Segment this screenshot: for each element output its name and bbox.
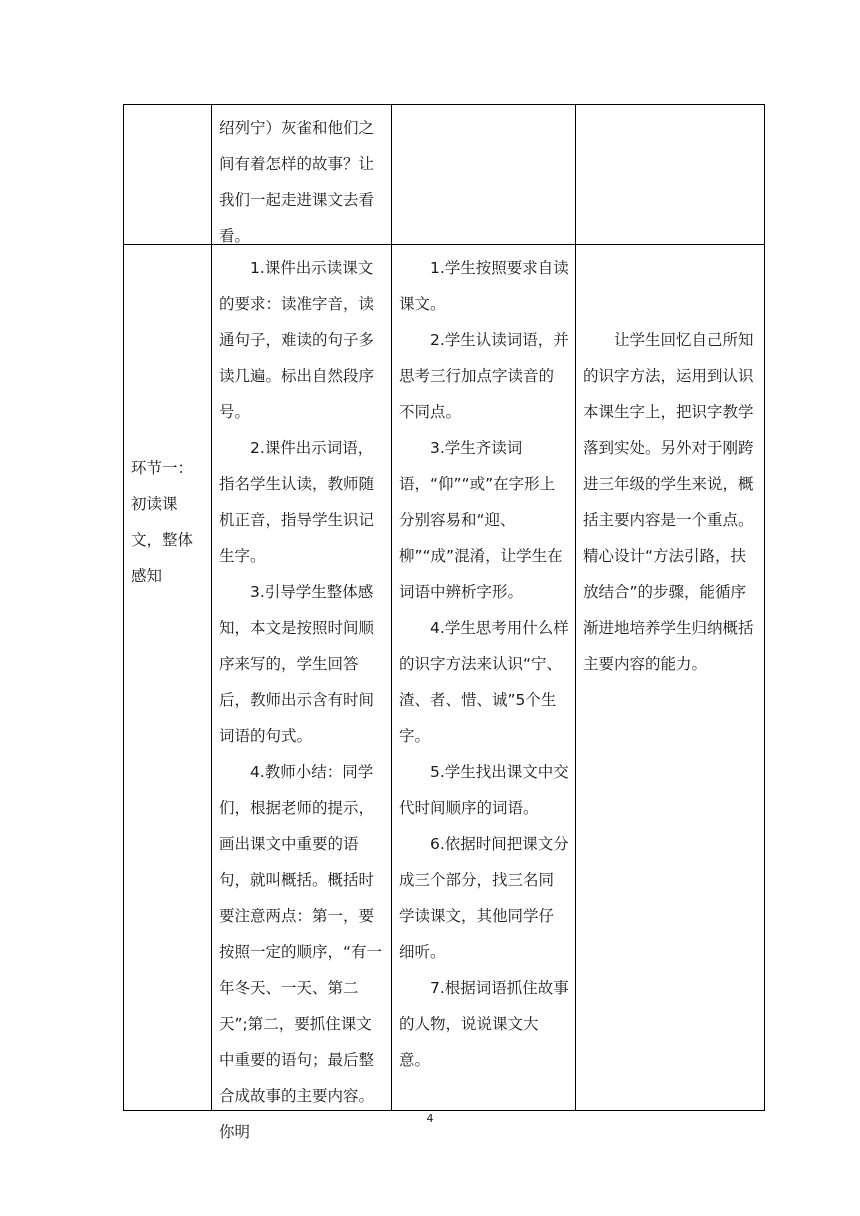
stage-label: 环节一：初读课文，整体感知 bbox=[131, 459, 194, 585]
teacher-step: 2.课件出示词语，指名学生认读，教师随机正音，指导学生识记生字。 bbox=[219, 439, 375, 565]
page-number: 4 bbox=[426, 1112, 434, 1125]
design-intent: 让学生回忆自己所知的识字方法，运用到认识本课生字上，把识字教学落到实处。另外对于刚跨进三年级的学生来说，概括主要内容是一个重点。精心设计“方法引路，扶放结合”的步骤，能循序渐进地培养学生归纳概括主要内容的能力。 bbox=[583, 331, 754, 673]
student-step: 1.学生按照要求自读课文。 bbox=[399, 259, 569, 313]
student-step: 3.学生齐读词语，“仰”“或”在字形上分别容易和“迎、柳”“成”混淆，让学生在词语中辨析字形。 bbox=[399, 439, 563, 601]
student-step: 5.学生找出课文中交代时间顺序的词语。 bbox=[399, 763, 569, 817]
teacher-step: 3.引导学生整体感知，本文是按照时间顺序来写的，学生回答后，教师出示含有时间词语的句式。 bbox=[219, 583, 375, 745]
teacher-activity-cell bbox=[219, 250, 385, 1150]
student-activity-cell bbox=[399, 250, 569, 1078]
student-step: 7.根据词语抓住故事的人物，说说课文大意。 bbox=[399, 979, 569, 1069]
row1-content: 绍列宁）灰雀和他们之间有着怎样的故事？让我们一起走进课文去看看。 bbox=[219, 119, 375, 245]
stage-label-cell bbox=[131, 450, 207, 594]
design-intent-cell bbox=[583, 322, 757, 682]
teacher-step: 4.教师小结：同学们，根据老师的提示，画出课文中重要的语句，就叫概括。概括时要注意两点：第一，要按照一定的顺序，“有一年冬天、一天、第二天”;第二，要抓住课文中重要的语句；最后整合成故事的主要内容。你明 bbox=[219, 763, 383, 1141]
row1-content-cell bbox=[219, 110, 385, 254]
student-step: 6.依据时间把课文分成三个部分，找三名同学读课文，其他同学仔细听。 bbox=[399, 835, 569, 961]
teacher-step: 1.课件出示读课文的要求：读准字音，读通句子，难读的句子多读几遍。标出自然段序号。 bbox=[219, 259, 375, 421]
student-step: 4.学生思考用什么样的识字方法来认识“宁、渣、者、惜、诚”5个生字。 bbox=[399, 619, 569, 745]
student-step: 2.学生认读词语，并思考三行加点字读音的不同点。 bbox=[399, 331, 569, 421]
